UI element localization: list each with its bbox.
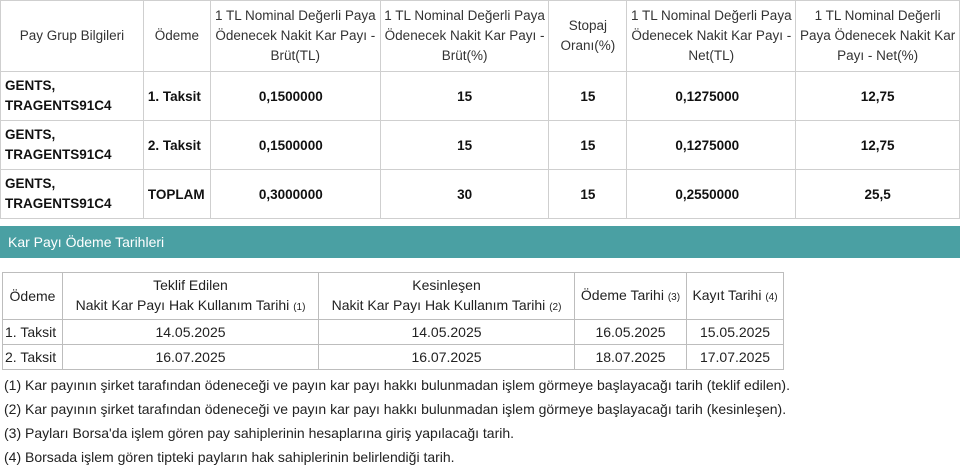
table-row: [1, 121, 960, 170]
header-label: Teklif Edilen: [153, 276, 228, 293]
dates-table-header-row: [3, 273, 784, 320]
brut-tl-cell: 0,1500000: [210, 72, 380, 121]
pay-grup-cell: GENTS, TRAGENTS91C4: [1, 170, 144, 219]
kayit-date-cell: 15.05.2025: [687, 320, 784, 345]
odeme-cell: TOPLAM: [143, 170, 210, 219]
header-label: Nakit Kar Payı Hak Kullanım Tarihi: [331, 296, 546, 313]
footnote: (2) Kar payının şirket tarafından ödeneceği ve payın kar payı hakkı bulunmadan işlem görmeye başlayacağı tarih (kesinleşen).: [4, 401, 787, 417]
col-header-teklif: [63, 273, 319, 320]
footnote-ref: (2): [549, 301, 562, 313]
header-sublabel: [63, 295, 318, 318]
teklif-date-cell: 16.07.2025: [63, 345, 319, 370]
pay-grup-cell: GENTS, TRAGENTS91C4: [1, 72, 144, 121]
net-pct-cell: 12,75: [796, 72, 960, 121]
header-label: Ödeme Tarihi: [580, 286, 664, 303]
odeme-date-cell: 16.05.2025: [575, 320, 687, 345]
footnote-ref: (4): [765, 291, 778, 303]
net-tl-cell: 0,1275000: [627, 72, 796, 121]
footnotes: [4, 376, 790, 472]
net-pct-cell: 25,5: [796, 170, 960, 219]
footnote-ref: (3): [667, 291, 681, 303]
net-pct-cell: 12,75: [796, 121, 960, 170]
kayit-date-cell: 17.07.2025: [687, 345, 784, 370]
col-header-kayit-tarihi: [687, 273, 784, 320]
stopaj-cell: 15: [549, 170, 627, 219]
col-header-stopaj: Stopaj Oranı(%): [549, 1, 627, 72]
odeme-cell: 1. Taksit: [3, 320, 63, 345]
pay-grup-cell: GENTS, TRAGENTS91C4: [1, 121, 144, 170]
header-label: Kayıt Tarihi: [692, 286, 762, 303]
odeme-date-cell: 18.07.2025: [575, 345, 687, 370]
table-row: [1, 72, 960, 121]
stopaj-cell: 15: [549, 72, 627, 121]
kesin-date-cell: 14.05.2025: [319, 320, 575, 345]
net-tl-cell: 0,1275000: [627, 121, 796, 170]
brut-pct-cell: 15: [380, 121, 549, 170]
brut-pct-cell: 30: [380, 170, 549, 219]
footnote: (4) Borsada işlem gören tipteki payların hak sahiplerinin belirlendiği tarih.: [4, 449, 455, 465]
col-header-kesin: [319, 273, 575, 320]
table-row: [3, 320, 784, 345]
dividend-table-header-row: [1, 1, 960, 72]
table-row: [3, 345, 784, 370]
odeme-cell: 2. Taksit: [143, 121, 210, 170]
odeme-cell: 1. Taksit: [143, 72, 210, 121]
brut-pct-cell: 15: [380, 72, 549, 121]
col-header-brut-pct: 1 TL Nominal Değerli Paya Ödenecek Nakit Kar Payı - Brüt(%): [380, 1, 549, 72]
kesin-date-cell: 16.07.2025: [319, 345, 575, 370]
col-header-pay-grup: Pay Grup Bilgileri: [1, 1, 144, 72]
net-tl-cell: 0,2550000: [627, 170, 796, 219]
col-header-odeme-tarihi: [575, 273, 687, 320]
brut-tl-cell: 0,1500000: [210, 121, 380, 170]
col-header-odeme: [3, 273, 63, 320]
dividend-table: [0, 0, 960, 219]
footnote-ref: (1): [293, 301, 306, 313]
odeme-cell: 2. Taksit: [3, 345, 63, 370]
col-header-net-pct: 1 TL Nominal Değerli Paya Ödenecek Nakit Kar Payı - Net(%): [796, 1, 960, 72]
footnote: (3) Payları Borsa'da işlem gören pay sahiplerinin hesaplarına giriş yapılacağı tarih.: [4, 425, 515, 441]
section-title-band: Kar Payı Ödeme Tarihleri: [0, 226, 960, 258]
table-row: [1, 170, 960, 219]
footnote: (1) Kar payının şirket tarafından ödeneceği ve payın kar payı hakkı bulunmadan işlem görmeye başlayacağı tarih (teklif edilen).: [4, 377, 790, 393]
header-label: Nakit Kar Payı Hak Kullanım Tarihi: [75, 296, 290, 313]
header-label: Kesinleşen: [412, 276, 481, 293]
header-label: Ödeme: [9, 288, 56, 304]
header-sublabel: [319, 295, 574, 318]
col-header-net-tl: 1 TL Nominal Değerli Paya Ödenecek Nakit Kar Payı - Net(TL): [627, 1, 796, 72]
payment-dates-table: [2, 272, 784, 370]
stopaj-cell: 15: [549, 121, 627, 170]
teklif-date-cell: 14.05.2025: [63, 320, 319, 345]
col-header-odeme: Ödeme: [143, 1, 210, 72]
col-header-brut-tl: 1 TL Nominal Değerli Paya Ödenecek Nakit Kar Payı - Brüt(TL): [210, 1, 380, 72]
brut-tl-cell: 0,3000000: [210, 170, 380, 219]
